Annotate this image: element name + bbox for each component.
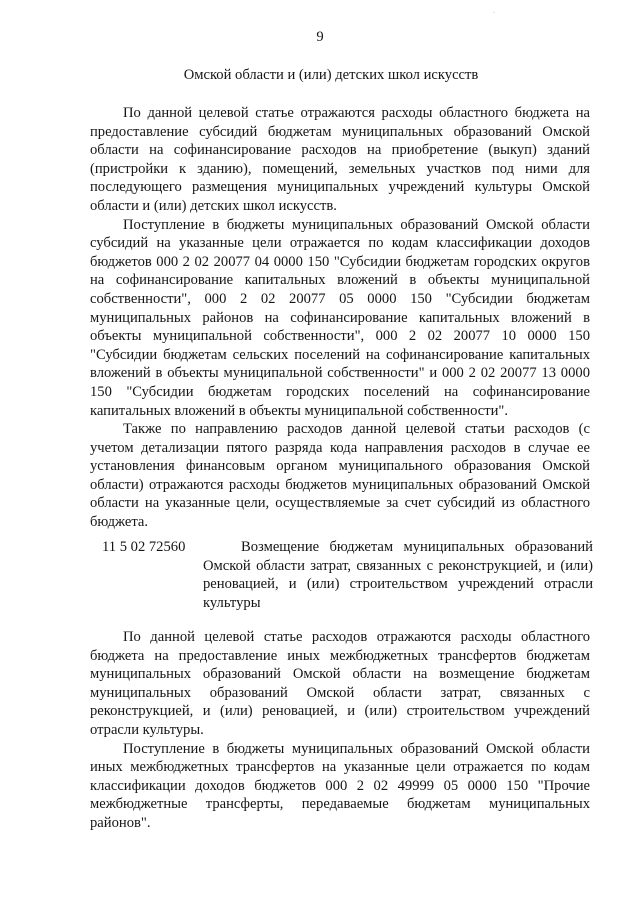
article-name: Возмещение бюджетам муниципальных образований Омской области затрат, связанных с реконструкцией, и (или) реновацией, и (или) строительством учреждений отрасли культуры xyxy=(203,539,593,611)
paragraph: Также по направлению расходов данной целевой статьи расходов (с учетом детализации пятого разряда кода направления расходов в случае ее установления финансовым органом муниципального образования Омской области) отражаются расходы бюджетов муниципальных образований Омской области на указанные цели, осуществляемые за счет субсидий из областного бюджета. xyxy=(90,421,590,531)
paragraph: Поступление в бюджеты муниципальных образований Омской области иных межбюджетных трансфертов на указанные цели отражается по кодам классификации доходов бюджетов 000 2 02 49999 05 0000 150 "Прочие межбюджетные трансферты, передаваемые бюджетам муниципальных районов". xyxy=(90,740,590,831)
body-text xyxy=(90,104,590,532)
target-article-heading xyxy=(90,538,593,612)
paragraph: По данной целевой статье расходов отражаются расходы областного бюджета на предоставление иных межбюджетных трансфертов бюджетам муниципальных образований Омской области на возмещение бюджетам муниципальных образований Омской области затрат, связанных с реконструкцией, и (или) реновацией, и (или) строительством учреждений отрасли культуры. xyxy=(90,629,590,738)
paragraph: По данной целевой статье отражаются расходы областного бюджета на предоставление субсидий бюджетам муниципальных образований Омской области на софинансирование расходов на приобретение (выкуп) зданий (пристройки к зданию), помещений, земельных участков под ними для последующего размещения муниципальных учреждений культуры Омской области и (или) детских школ искусств. xyxy=(90,105,590,214)
page-number: 9 xyxy=(316,29,324,45)
section-title-continuation: Омской области и (или) детских школ искусств xyxy=(183,67,479,83)
body-text-2 xyxy=(90,628,590,833)
scan-speck: · xyxy=(493,10,495,16)
article-code: 11 5 02 72560 xyxy=(102,539,186,555)
paragraph: Поступление в бюджеты муниципальных образований Омской области субсидий на указанные цели отражается по кодам классификации доходов бюджетов 000 2 02 20077 04 0000 150 "Субсидии бюджетам городских округов на софинансирование капитальных вложений в объекты муниципальной собственности", 000 2 02 20077 05 0000 150 "Субсидии бюджетам муниципальных районов на софинансирование капитальных вложений в объекты муниципальной собственности", 000 2 02 20077 10 0000 150 "Субсидии бюджетам сельских поселений на софинансирование капитальных вложений в объекты муниципальной собственности" и 000 2 02 20077 13 0000 150 "Субсидии бюджетам городских поселений на софинансирование капитальных вложений в объекты муниципальной собственности". xyxy=(90,216,590,419)
